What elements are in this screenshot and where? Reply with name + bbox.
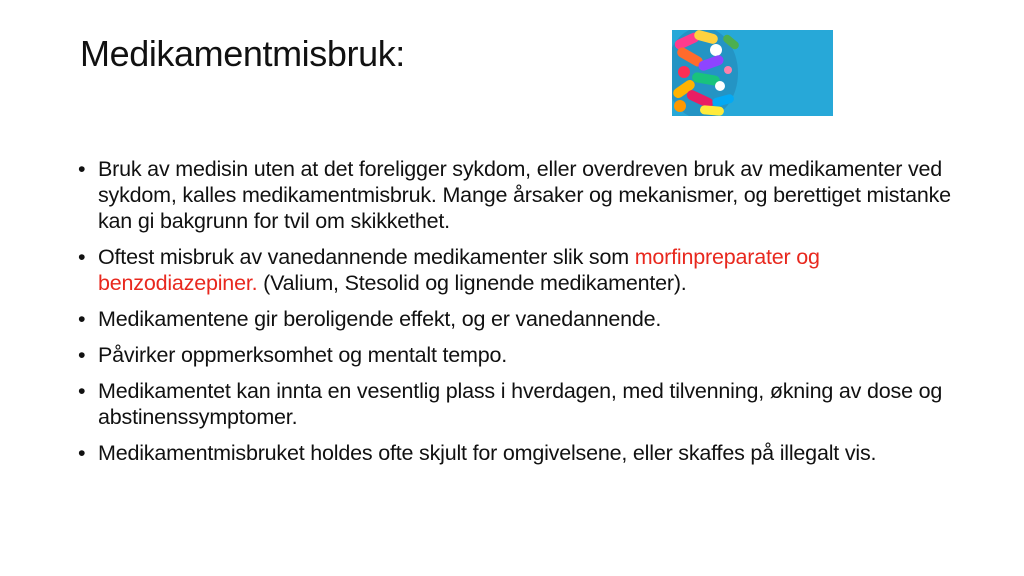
bullet-text: Medikamentet kan innta en vesentlig plass i hverdagen, med tilvenning, økning av dose og abstinenssymptomer.: [98, 379, 943, 429]
bullet-item: [78, 342, 958, 368]
pills-photo-icon: [672, 30, 833, 116]
bullet-dot: •: [78, 245, 86, 269]
bullet-dot: •: [78, 441, 86, 465]
bullet-item: [78, 156, 958, 234]
bullet-text: Påvirker oppmerksomhet og mentalt tempo.: [98, 343, 508, 367]
bullet-dot: •: [78, 307, 86, 331]
bullet-item: [78, 244, 958, 296]
bullet-item: [78, 306, 958, 332]
slide-title: Medikamentmisbruk:: [80, 33, 405, 74]
bullet-dot: •: [78, 379, 86, 403]
highlighted-text: morfinpreparater og benzodiazepiner.: [98, 245, 820, 295]
bullet-dot: •: [78, 343, 86, 367]
bullet-list: [78, 156, 958, 476]
bullet-item: [78, 378, 958, 430]
bullet-text: Bruk av medisin uten at det foreligger sykdom, eller overdreven bruk av medikamenter ved sykdom, kalles medikamentmisbruk. Mange årsaker og mekanismer, og berettiget mistanke kan gi bakgrunn for tvil om skikkethet.: [98, 157, 951, 233]
bullet-dot: •: [78, 157, 86, 181]
bullet-item: [78, 440, 958, 466]
bullet-text: Medikamentmisbruket holdes ofte skjult for omgivelsene, eller skaffes på illegalt vis.: [98, 441, 877, 465]
bullet-text: Oftest misbruk av vanedannende medikamenter slik som: [98, 245, 635, 269]
bullet-text: (Valium, Stesolid og lignende medikamenter).: [257, 271, 687, 295]
bullet-text: Medikamentene gir beroligende effekt, og er vanedannende.: [98, 307, 662, 331]
